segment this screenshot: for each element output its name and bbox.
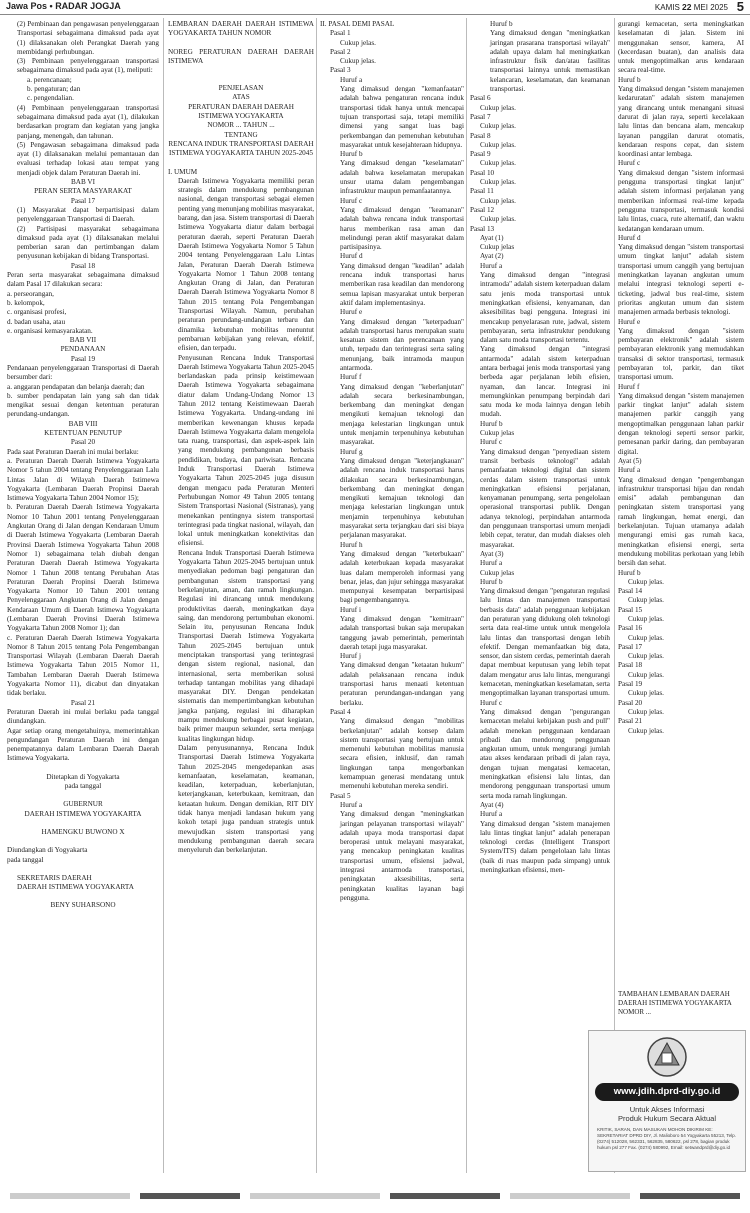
- paragraph: Huruf f: [618, 382, 640, 391]
- bottom-color-bar: [0, 1193, 750, 1201]
- paragraph: Pasal 19: [70, 354, 96, 363]
- paragraph: TENTANG: [224, 130, 258, 139]
- column-4: [470, 20, 610, 1170]
- paragraph: Ayat (5): [618, 456, 642, 465]
- paragraph: Huruf c: [340, 196, 363, 205]
- paragraph: Daerah Istimewa Yogyakarta memiliki peran strategis dalam mendukung pembangunan nasional, dengan transportasi sebagai elemen penting yang menunjang mobilitas masyarakat, barang, dan jasa. Sistem transportasi di Daerah Istimewa Yogyakarta diatur dalam berbagai peraturan daerah, seperti Peraturan Daerah Daerah Istimewa Yogyakarta Nomor 5 Tahun 2004 tentang Penyelenggaraan Lalu Lintas Jalan, Peraturan Daerah Daerah Istimewa Yogyakarta Nomor 1 Tahun 2008 tentang Angkutan Orang di Jalan, dan Peraturan Daerah Daerah Istimewa Yogyakarta Nomor 8 Tahun 2015 tentang Pola Pengembangan Transportasi Wilayah. Namun, perubahan peraturan perundang-undangan terbaru dan dinamika kebutuhan mobilitas menuntut pembaruan kebijakan yang relevan, efektif, efisien, dan terpadu.: [178, 176, 314, 353]
- paragraph: Pada saat Peraturan Daerah ini mulai berlaku:: [7, 447, 139, 456]
- paragraph: Cukup jelas.: [480, 196, 516, 205]
- paragraph: Yang dimaksud dengan "sistem informasi pengguna transportasi tingkat lanjut" adalah sistem informasi perjalanan yang memberikan informasi real-time kepada pengguna transportasi, termasuk kondisi lalu lintas, cuaca, rute alternatif, dan waktu kedatangan kendaraan umum.: [618, 168, 744, 233]
- paragraph: Yang dimaksud dengan "sistem manajemen kedaruratan" adalah sistem manajemen yang dirancang untuk menangani situasi darurat di jalan raya, seperti kecelakaan lalu lintas dan bencana alam, mencakup layanan panggilan darurat otomatis, kendaraan respons cepat, dan sistem koordinasi antar lembaga.: [618, 85, 744, 159]
- spacer: [168, 75, 314, 84]
- paragraph: Yang dimaksud dengan "pengaturan regulasi lalu lintas dan manajemen transportasi berbasis data" adalah penggunaan kebijakan dan peraturan yang didukung oleh teknologi serta data real-time untuk untuk mengelola lalu lintas dan transportasi dengan lebih efektif. Dengan memanfaatkan big data, sensor, dan sistem cerdas, pemerintah daerah dapat membuat keputusan yang lebih tepat dalam mengatur arus lalu lintas, mengurangi kemacetan, meningkatkan keselamatan, serta mengoptimalkan layanan transportasi umum.: [480, 587, 610, 698]
- paragraph: Ditetapkan di Yogyakarta: [46, 772, 120, 781]
- paragraph: Huruf a: [618, 466, 641, 475]
- paragraph: Yang dimaksud dengan "sistem manajemen parkir tingkat lanjut" adalah sistem manajemen parkir canggih yang mengoptimalkan penggunaan lahan parkir dengan teknologi seperti sensor parkir, pemesanan parkir daring, dan pembayaran digital.: [618, 391, 744, 456]
- paragraph: Ayat (1): [480, 233, 504, 242]
- paragraph: Huruf c: [480, 698, 503, 707]
- paragraph: Huruf b: [480, 419, 503, 428]
- paragraph: e. organisasi kemasyarakatan.: [7, 326, 93, 335]
- paragraph: Yang dimaksud dengan "ketaatan hukum" adalah pelaksanaan rencana induk transportasi harus menaati ketentuan peraturan perundangan-undangan yang berlaku.: [340, 661, 464, 707]
- paragraph: Huruf b: [490, 20, 513, 28]
- paragraph: Pasal 9: [470, 150, 491, 159]
- jdih-advertisement[interactable]: [588, 1030, 746, 1172]
- paragraph: Pasal 2: [330, 47, 351, 56]
- paragraph: Agar setiap orang mengetahuinya, memerintahkan pengundangan Peraturan Daerah ini dengan penempatannya dalam Lembaran Daerah Daerah Istimewa Yogyakarta.: [7, 726, 159, 763]
- paragraph: Cukup jelas.: [628, 596, 664, 605]
- paragraph: Cukup jelas.: [628, 652, 664, 661]
- page-number: 5: [736, 0, 744, 14]
- paragraph: Cukup jelas: [480, 429, 515, 438]
- paragraph: Cukup jelas.: [340, 38, 376, 47]
- paragraph: Pasal 21: [618, 717, 643, 726]
- column-5: [618, 20, 744, 985]
- paragraph: Cukup jelas: [480, 243, 515, 252]
- column-3: [320, 20, 464, 1170]
- paragraph: Cukup jelas.: [480, 215, 516, 224]
- paragraph: PERAN SERTA MASYARAKAT: [34, 187, 132, 196]
- paragraph: Huruf c: [618, 159, 641, 168]
- paragraph: a. anggaran pendapatan dan belanja daerah; dan: [7, 382, 145, 391]
- paragraph: (3) Pembinaan penyelenggaraan transportasi sebagaimana dimaksud pada ayat (1), meliputi:: [17, 57, 159, 75]
- paragraph: Cukup jelas.: [628, 689, 664, 698]
- paragraph: KETENTUAN PENUTUP: [44, 429, 122, 438]
- column-divider: [466, 18, 467, 1173]
- paragraph: Dalam penyusunannya, Rencana Induk Transportasi Daerah Istimewa Yogyakarta Tahun 2025-2045 mengedepankan asas kemanfaatan, keselamatan, keamanan, keadilan, keterpaduan, keberlanjutan, keterjangkauan, keterbukaan, kemitraan, dan ketaatan hukum. Dengan demikian, RIT DIY tidak hanya menjadi landasan hukum yang kokoh tetapi juga panduan strategis untuk mewujudkan sistem transportasi yang mendukung pembangunan daerah secara menyeluruh dan berkelanjutan.: [178, 743, 314, 855]
- spacer: [168, 66, 314, 75]
- date-num: 22: [682, 2, 692, 12]
- spacer: [168, 159, 314, 168]
- paragraph: BAB VI: [70, 178, 96, 187]
- paragraph: Yang dimaksud dengan "pengurangan kemacetan melalui kebijakan push and pull" adalah menekan penggunaan kendaraan pribadi dan mendorong penggunaan angkutan umum, untuk mengurangi jumlah atau akses kendaraan pribadi di jalan raya, dengan tujuan mengatasi kemacetan, meningkatkan efisiensi lalu lintas, dan mendorong penggunaan transportasi umum serta moda ramah lingkungan.: [480, 707, 610, 800]
- paragraph: BENY SUHARSONO: [50, 901, 116, 910]
- paragraph: Pasal 21: [70, 698, 96, 707]
- ad-contact-info: KRITIK, SARAN, DAN MASUKAN MOHON DIKIRIM KE: SEKRETARIAT DPRD DIY, Jl. Malioboro 54 Yogyakarta 55213, Telp. (0274) 512028, 562331, 562835, 580622, psl 278, bagian produk hukum psl 277 Fax. (0274) 580992, Email: setwandprd@diy.go.id: [597, 1127, 736, 1150]
- day: KAMIS: [654, 3, 680, 12]
- paragraph: PENJELASAN: [218, 84, 264, 93]
- paragraph: (1) Masyarakat dapat berpartisipasi dalam penyelenggaraan Transportasi di Daerah.: [17, 205, 159, 224]
- paragraph: pada tanggal: [64, 782, 102, 791]
- paragraph: Pendanaan penyelenggaraan Transportasi di Daerah bersumber dari:: [7, 363, 159, 382]
- spacer: [7, 865, 159, 874]
- date-rest: MEI 2025: [693, 3, 728, 12]
- paragraph: (2) Partisipasi masyarakat sebagaimana dimaksud pada ayat (1) dilaksanakan melalui pemberian saran dan pertimbangan dalam penyusunan kebijakan di bidang Transportasi.: [17, 224, 159, 261]
- paragraph: c. organisasi profesi,: [7, 308, 67, 317]
- paragraph: Pasal 10: [470, 168, 495, 177]
- ad-tagline-1: Untuk Akses Informasi: [629, 1105, 705, 1114]
- paragraph: Yang dimaksud dengan "kemanfaatan" adalah bahwa pengaturan rencana induk transportasi tidak hanya untuk mencapai tujuan transportasi saja, tetapi memiliki dimensi yang sangat luas bagi perkembangan dan pemenuhan kebutuhan masyarakat untuk kesejahteraan hidupnya.: [340, 85, 464, 149]
- paragraph: Cukup jelas.: [480, 140, 516, 149]
- spacer: [7, 764, 159, 773]
- paragraph: Huruf a: [480, 261, 503, 270]
- paragraph: d. badan usaha, atau: [7, 317, 66, 326]
- paragraph: Huruf b: [618, 568, 641, 577]
- paragraph: Huruf d: [618, 233, 641, 242]
- paragraph: gurangi kemacetan, serta meningkatkan keselamatan di jalan. Sistem ini menggunakan sensor, kamera, AI (kecerdasan buatan), dan analisis data untuk mengoptimalkan arus kendaraan secara real-time.: [618, 20, 744, 75]
- paragraph: ISTIMEWA YOGYAKARTA: [198, 112, 284, 121]
- paragraph: c. pengendalian.: [27, 94, 74, 103]
- paragraph: c. Peraturan Daerah Daerah Istimewa Yogyakarta Nomor 8 Tahun 2015 tentang Pola Pengembangan Transportasi Wilayah (Lembaran Daerah Daerah Istimewa Yogyakarta Tahun 2015 Nomor 11, Tambahan Lembaran Daerah Daerah Istimewa Yogyakarta Nomor 11), dicabut dan dinyatakan tidak berlaku.: [7, 633, 159, 698]
- paragraph: b. pengaturan; dan: [27, 85, 81, 94]
- paragraph: PERATURAN DAERAH DAERAH: [188, 102, 294, 111]
- paragraph: Huruf a: [480, 559, 503, 568]
- paragraph: Pasal 6: [470, 94, 491, 103]
- paragraph: Huruf b: [618, 75, 641, 84]
- paragraph: Ayat (4): [480, 800, 504, 809]
- paragraph: GUBERNUR: [63, 800, 103, 809]
- paragraph: Pasal 7: [470, 112, 491, 121]
- spacer: [7, 892, 159, 901]
- paragraph: Pasal 20: [70, 438, 96, 447]
- paragraph: Pasal 12: [470, 205, 495, 214]
- paragraph: Yang dimaksud dengan "keterjangkauan" adalah rencana induk transportasi harus dilakukan secara berkesinambungan, berkembang dan meningkat dengan mengikuti kemajuan teknologi dan menjaga kelestarian lingkungan untuk menjamin terpenuhinya kebutuhan masyarakat serta terjangkau dari sisi biaya perjalanan masyarakat.: [340, 456, 464, 540]
- column-divider: [163, 18, 164, 1173]
- paragraph: Pasal 18: [70, 261, 96, 270]
- spacer: [7, 791, 159, 800]
- paragraph: Pasal 5: [330, 791, 351, 800]
- paragraph: PENDANAAN: [60, 345, 106, 354]
- paragraph: Huruf i: [340, 605, 361, 614]
- paragraph: Peran serta masyarakat sebagaimana dimaksud dalam Pasal 17 dilakukan secara:: [7, 271, 159, 289]
- paragraph: Rencana Induk Transportasi Daerah Istimewa Yogyakarta Tahun 2025-2045 bertujuan untuk menyediakan pedoman bagi pengaturan dan pembangunan sistem transportasi yang berkelanjutan, aman, dan ramah lingkungan. Regulasi ini dirancang untuk mendukung produktivitas daerah, meningkatkan daya saing, dan mendorong pertumbuhan ekonomi. Selain itu, penyusunan Rencana Induk Transportasi Daerah Istimewa Yogyakarta Tahun 2025-2045 bertujuan untuk menciptakan transportasi yang terintegrasi dengan sistem regional, nasional, dan internasional, serta memberikan solusi terhadap tantangan mobilitas yang dihadapi masyarakat DIY. Dengan pendekatan sistematis dan mempertimbangkan kebutuhan jangka panjang, regulasi ini diharapkan mampu mendukung berbagai pusat kegiatan, baik primer maupun sekunder, serta menjaga kualitas lingkungan hidup.: [178, 548, 314, 743]
- paragraph: (5) Pengawasan sebagaimana dimaksud pada ayat (1) dilaksanakan melalui pemantauan dan evaluasi terhadap lokasi atau tempat yang menjadi objek dalam Peraturan Daerah ini.: [17, 140, 159, 177]
- paragraph: Cukup jelas.: [628, 615, 664, 623]
- paragraph: Yang dimaksud dengan "mobilitas berkelanjutan" adalah konsep dalam sistem transportasi yang bertujuan untuk memenuhi kebutuhan mobilitas manusia secara efisien, inklusif, dan ramah lingkungan tanpa mengorbankan kemampuan generasi mendatang untuk memenuhi kebutuhan mereka sendiri.: [340, 717, 464, 791]
- paragraph: Pasal 4: [330, 707, 351, 716]
- paragraph: Yang dimaksud dengan "keberlanjutan" adalah secara berkesinambungan, berkembang dan meningkat dengan mengikuti kemajuan teknologi dan menjaga kelestarian lingkungan untuk untuk menjamin terpenuhinya kebutuhan masyarakat.: [340, 382, 464, 447]
- spacer: [7, 837, 159, 846]
- jdih-url-link[interactable]: www.jdih.dprd-diy.go.id: [595, 1083, 739, 1101]
- paragraph: DAERAH ISTIMEWA YOGYAKARTA: [17, 883, 134, 892]
- date-label: [655, 2, 728, 12]
- paragraph: Pasal 16: [618, 624, 643, 633]
- paragraph: Cukup jelas.: [480, 159, 516, 168]
- paragraph: Pasal 19: [618, 680, 643, 689]
- paragraph: SEKRETARIS DAERAH: [17, 873, 92, 882]
- paragraph: Huruf f: [340, 373, 362, 382]
- paragraph: Cukup jelas: [480, 568, 515, 577]
- paragraph: Pasal 17: [618, 642, 643, 651]
- paragraph: Yang dimaksud dengan "integrasi intramoda" adalah sistem keterpaduan dalam satu jenis moda transportasi untuk meningkatkan efisiensi, kenyamanan, dan aksesibilitas bagi pengguna. Integrasi ini mencakup penyelarasan rute, jadwal, sistem pembayaran, serta infrastruktur pendukung dalam satu moda transportasi tertentu.: [480, 271, 610, 345]
- column-2: [168, 20, 314, 1170]
- masthead: Jawa Pos • RADAR JOGJA: [6, 1, 121, 11]
- paragraph: Huruf h: [340, 540, 363, 549]
- paragraph: Pasal 15: [618, 605, 643, 614]
- spacer: [7, 819, 159, 828]
- paragraph: Huruf e: [340, 308, 363, 317]
- paragraph: Pasal 11: [470, 187, 494, 196]
- paragraph: Yang dimaksud dengan "meningkatkan jaringan pelayanan transportasi wilayah" adalah upaya moda transportasi dapat beroperasi untuk melayani masyarakat, yang mencakup peningkatan kualitas transportasi umum, efisiensi jadwal, integrasi antarmoda transportasi, peningkatan aksesibilitas, serta peningkatan kualitas layanan bagi pengguna.: [340, 810, 464, 902]
- page-header: [0, 0, 750, 15]
- paragraph: Yang dimaksud dengan "meningkatkan jaringan prasarana transportasi wilayah" adalah upaya dalam hal meningkatkan infrastruktur fisik dan/atau fasilitas transportasi lainnya untuk memastikan kelancaran, keselamatan, dan keamanan transportasi.: [490, 29, 610, 94]
- paragraph: Cukup jelas.: [628, 577, 664, 586]
- paragraph: Huruf a: [340, 75, 363, 84]
- dprd-logo-icon: [589, 1035, 745, 1084]
- paragraph: Pasal 13: [470, 224, 495, 233]
- paragraph: Yang dimaksud dengan "sistem pembayaran elektronik" adalah sistem pembayaran elektronik yang memudahkan transaksi di sektor transportasi, termasuk pembayaran tol, parkir, dan tiket transportasi umum.: [618, 326, 744, 382]
- paragraph: Cukup jelas.: [340, 57, 376, 66]
- paragraph: Huruf b: [480, 577, 503, 586]
- spacer: [168, 39, 314, 48]
- paragraph: RENCANA INDUK TRANSPORTASI DAERAH ISTIMEWA YOGYAKARTA TAHUN 2025-2045: [168, 139, 314, 158]
- paragraph: Yang dimaksud dengan "keterpaduan" adalah transportasi harus merupakan suatu kesatuan sistem dan perencanaan yang utuh, terpadu dan terintegrasi serta saling menunjang, baik intramoda maupun antarmoda.: [340, 317, 464, 372]
- paragraph: Yang dimaksud dengan "sistem manajemen lalu lintas tingkat lanjut" adalah penerapan teknologi cerdas (Intelligent Transport System/ITS) dalam pengelolaan lalu lintas (baik di ruas maupun pada simpang) untuk meningkatkan efisiensi, men-: [480, 819, 610, 875]
- paragraph: Ayat (2): [480, 252, 504, 261]
- paragraph: Pasal 3: [330, 66, 351, 75]
- paragraph: BAB VIII: [68, 419, 98, 428]
- paragraph: Yang dimaksud dengan "pengembangan infrastruktur transportasi hijau dan rendah emisi" adalah pembangunan dan peningkatan sistem transportasi yang ramah lingkungan, hemat energi, dan berkelanjutan. Tujuan utamanya adalah mengurangi emisi gas rumah kaca, meningkatkan efisiensi energi, serta mendukung mobilitas perkotaan yang lebih bersih dan sehat.: [618, 475, 744, 568]
- paragraph: Huruf a: [340, 800, 363, 809]
- paragraph: Pasal 1: [330, 29, 351, 38]
- paragraph: (2) Pembinaan dan pengawasan penyelenggaraan Transportasi sebagaimana dimaksud pada ayat (1) dilaksanakan oleh Perangkat Daerah yang membidangi perhubungan.: [17, 20, 159, 56]
- paragraph: pada tanggal: [7, 855, 44, 864]
- column-divider: [316, 18, 317, 1173]
- paragraph: Cukup jelas.: [628, 726, 664, 735]
- paragraph: LEMBARAN DAERAH DAERAH ISTIMEWA YOGYAKARTA TAHUN NOMOR: [168, 20, 314, 38]
- paragraph: Pasal 18: [618, 661, 643, 670]
- section-name: RADAR JOGJA: [55, 1, 121, 11]
- paragraph: Huruf d: [340, 252, 363, 261]
- paragraph: Yang dimaksud dengan "keselamatan" adalah bahwa keselamatan merupakan unsur utama dalam pengembangan infrastruktur maupun pemanfaatannya.: [340, 159, 464, 196]
- ad-tagline-2: Produk Hukum Secara Aktual: [618, 1114, 716, 1123]
- paragraph: ATAS: [232, 93, 250, 102]
- paragraph: II. PASAL DEMI PASAL: [320, 20, 395, 28]
- paragraph: Huruf c: [480, 438, 503, 447]
- paragraph: b. sumber pendapatan lain yang sah dan tidak mengikat sesuai dengan ketentuan peraturan perundang-undangan.: [7, 391, 159, 419]
- paragraph: Pasal 20: [618, 698, 643, 707]
- paragraph: Huruf a: [480, 810, 503, 819]
- paragraph: a. perencanaan;: [27, 75, 72, 84]
- paper-name: Jawa Pos: [6, 1, 48, 11]
- paragraph: HAMENGKU BUWONO X: [41, 827, 125, 836]
- paragraph: b. Peraturan Daerah Daerah Istimewa Yogyakarta Nomor 10 Tahun 2001 tentang Penyelenggaraan Angkutan Orang di Jalan dengan Kendaraan Umum di Daerah Istimewa Yogyakarta (Lembaran Daerah Provinsi Daerah Istimewa Yogyakarta Tahun 2008 Nomor 1) sebagaimana telah diubah dengan Peraturan Daerah Daerah Istimewa Yogyakarta Nomor 1 Tahun 2008 tentang Perubahan Atas Peraturan Daerah Propinsi Daerah Istimewa Yogyakarta Nomor 10 Tahun 2001 tentang Penyelenggaraan Angkutan Orang di Jalan dengan Kendaraan Umum di Daerah Istimewa Yogyakarta (Lembaran Daerah Provinsi Daerah Istimewa Yogyakarta Tahun 2008 Nomor 1); dan: [7, 503, 159, 633]
- column-1: [7, 20, 159, 1170]
- paragraph: Yang dimaksud dengan "kemitraan" adalah transportasi bukan saja merupakan tanggung jawab pemerintah, pemerintah daerah tetapi juga masyarakat.: [340, 615, 464, 651]
- paragraph: (4) Pembinaan penyelenggaraan transportasi sebagaimana dimaksud pada ayat (1), dilakukan berdasarkan program dan kegiatan yang jangka panjang, menengah, dan tahunan.: [17, 103, 159, 140]
- paragraph: Ayat (3): [480, 549, 504, 558]
- paragraph: Huruf b: [340, 150, 363, 159]
- paragraph: a. Peraturan Daerah Daerah Istimewa Yogyakarta Nomor 5 tahun 2004 tentang Penyelenggaraan Lalu Lintas Jalan di Wilayah Daerah Istimewa Yogyakarta (Lembaran Daerah Propinsi Daerah Istimewa Yogyakarta Tahun 2004 Nomor 15);: [7, 456, 159, 503]
- paragraph: Cukup jelas.: [628, 633, 664, 642]
- paragraph: Yang dimaksud dengan "keterbukaan" adalah keterbukaan kepada masyarakat luas dalam memperoleh informasi yang benar, jelas, dan jujur sehingga masyarakat mempunyai kesempatan berpartisipasi bagi pengembangannya.: [340, 549, 464, 605]
- paragraph: I. UMUM: [168, 167, 198, 176]
- paragraph: Cukup jelas.: [480, 122, 516, 131]
- paragraph: Cukup jelas.: [480, 178, 516, 187]
- paragraph: Cukup jelas.: [480, 103, 516, 112]
- paragraph: Yang dimaksud dengan "penyediaan sistem transit berbasis teknologi" adalah pemanfaatan teknologi digital dan sistem cerdas dalam sistem transportasi untuk meningkatkan efisiensi perjalanan, kenyamanan penumpang, serta pengelolaan operasional transportasi publik. Dengan adanya teknologi, perpindahan antarmoda dan penggunaan transportasi umum menjadi lebih cepat, teratur, dan mudah diakses oleh masyarakat.: [480, 447, 610, 549]
- paragraph: Cukup jelas.: [628, 670, 664, 679]
- paragraph: Yang dimaksud dengan "keadilan" adalah rencana induk transportasi harus memberikan rasa keadilan dan mendorong semua lapisan masyarakat untuk berperan aktif dalam implementasinya.: [340, 261, 464, 307]
- paragraph: BAB VII: [69, 336, 97, 345]
- column-divider: [614, 18, 615, 1173]
- paragraph: NOMOR ... TAHUN ...: [207, 121, 275, 130]
- paragraph: Penyusunan Rencana Induk Transportasi Daerah Istimewa Yogyakarta Tahun 2025-2045 berlandaskan pada prinsip keistimewaan Daerah Istimewa Yogyakarta sebagaimana diatur dalam Undang-Undang Nomor 13 Tahun 2012 tentang Keistimewaan Daerah Istimewa Yogyakarta. Undang-undang ini memberikan kewenangan khusus kepada Daerah Istimewa Yogyakarta dalam mengelola tata ruang, transportasi, dan aspek-aspek lain yang mendukung pembangunan berbasis pendidikan, budaya, dan pariwisata. Rencana Induk Transportasi Daerah Istimewa Yogyakarta Tahun 2025-2045 juga disusun dengan mengacu pada Peraturan Menteri Perhubungan Nomor 49 Tahun 2005 tentang Sistem Transportasi Nasional (Sistranas), yang menekankan pentingnya sistem transportasi terintegrasi pada tingkat nasional, wilayah, dan lokal untuk meningkatkan konektivitas dan efisiensi.: [178, 353, 314, 548]
- paragraph: Peraturan Daerah ini mulai berlaku pada tanggal diundangkan.: [7, 707, 159, 726]
- paragraph: Yang dimaksud dengan "keamanan" adalah bahwa rencana induk transportasi harus memberikan rasa aman dan melindungi peran aktif masyarakat dalam partisipasinya.: [340, 205, 464, 252]
- paragraph: Cukup jelas.: [628, 707, 664, 716]
- paragraph: Pasal 17: [70, 196, 96, 205]
- paragraph: Diundangkan di Yogyakarta: [7, 846, 88, 855]
- paragraph: NOREG PERATURAN DAERAH DAERAH ISTIMEWA: [168, 47, 314, 65]
- paragraph: Yang dimaksud dengan "sistem transportasi umum tingkat lanjut" adalah sistem transportasi umum canggih yang bertujuan meningkatkan layanan angkutan umum melalui integrasi teknologi seperti e-ticketing, jadwal bus real-time, sistem prioritas angkutan umum dan sistem manajemen armada berbasis teknologi.: [618, 243, 744, 317]
- paragraph: Huruf j: [340, 652, 361, 661]
- paragraph: Huruf e: [618, 317, 641, 326]
- paragraph: Yang dimaksud dengan "integrasi antarmoda" adalah sistem keterpaduan antara berbagai jenis moda transportasi yang berbeda agar perjalanan lebih efisien, nyaman, dan lancar. Integrasi ini memungkinkan penumpang berpindah dari satu moda ke moda lainnya dengan lebih mudah.: [480, 345, 610, 419]
- paragraph: Pasal 8: [470, 131, 491, 140]
- paragraph: Huruf g: [340, 447, 363, 456]
- footer-note: TAMBAHAN LEMBARAN DAERAH DAERAH ISTIMEWA YOGYAKARTA NOMOR ...: [618, 990, 732, 1016]
- paragraph: a. perseorangan,: [7, 289, 54, 298]
- paragraph: DAERAH ISTIMEWA YOGYAKARTA: [24, 809, 142, 818]
- paragraph: b. kelompok,: [7, 298, 45, 307]
- paragraph: Pasal 14: [618, 587, 643, 596]
